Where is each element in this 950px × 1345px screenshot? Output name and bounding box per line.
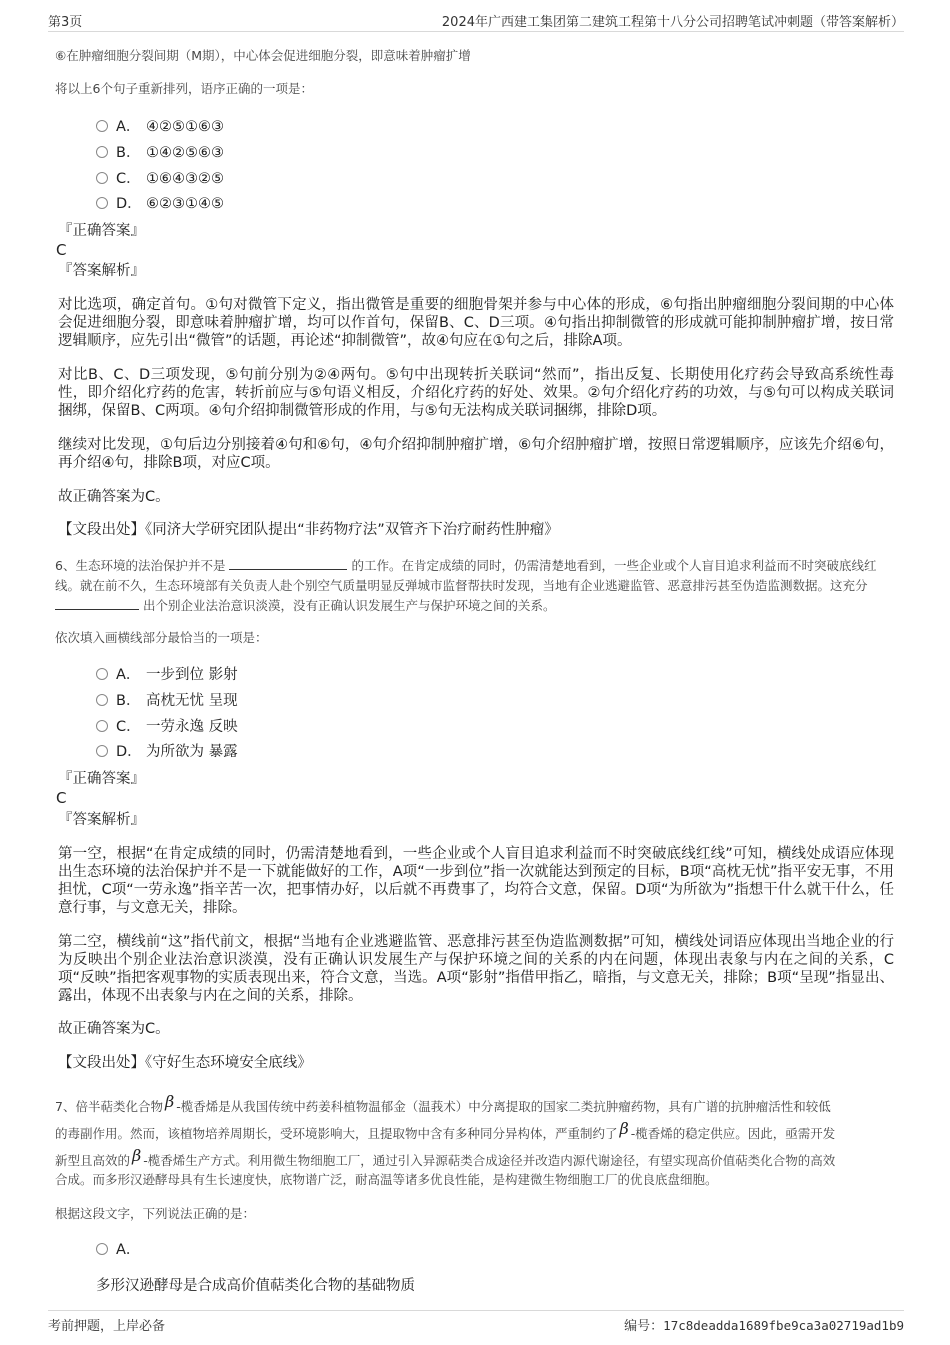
radio-icon[interactable] <box>96 694 108 706</box>
analysis-paragraph: 对比B、C、D三项发现，⑤句前分别为②④两句。⑤句中出现转折关联词“然而”，指出反复、长期使用化疗药会导致高系统性毒性，即介绍化疗药的危害，转折前应与⑤句语义相反，介绍化疗药的好处、效果。②句介绍化疗药的功效，与⑤句可以构成关联词捆绑，保留B、C两项。④句介绍抑制微管形成的作用，与⑤句无法构成关联词捆绑，排除D项。 <box>58 367 894 419</box>
beta-symbol: β <box>164 1092 175 1111</box>
option-a[interactable]: A． ④②⑤①⑥③ <box>96 117 224 137</box>
radio-icon[interactable] <box>96 172 108 184</box>
page-footer <box>48 1310 904 1333</box>
analysis-label: 『答案解析』 <box>58 812 145 828</box>
question-seven-line: 新型且高效的 β -榄香烯生产方式。利用微生物细胞工厂，通过引入异源萜类合成途径并改造内源代谢途径，有望实现高价值萜类化合物的高效 <box>55 1146 836 1168</box>
page-header <box>48 11 904 32</box>
question-prompt: 根据这段文字，下列说法正确的是： <box>55 1206 256 1221</box>
radio-icon[interactable] <box>96 745 108 757</box>
analysis-paragraph: 对比选项，确定首句。①句对微管下定义，指出微管是重要的细胞骨架并参与中心体的形成，⑥句指出肿瘤细胞分裂间期的中心体会促进细胞分裂，即意味着肿瘤扩增，均可以作首句，保留B、C、D三项。④句指出抑制微管的形成就可能抑制肿瘤扩增，按日常逻辑顺序，应先引出“微管”的话题，再论述“抑制微管”，故④句应在①句之后，排除A项。 <box>58 297 894 349</box>
document-code: 编号：17c8deadda1689fbe9ca3a02719ad1b9 <box>624 1318 904 1334</box>
option-a[interactable]: A． 一步到位 影射 <box>96 665 238 685</box>
option-c[interactable]: C． 一劳永逸 反映 <box>96 717 238 737</box>
footer-slogan: 考前押题，上岸必备 <box>48 1319 166 1334</box>
page-number: 第3页 <box>48 15 83 30</box>
source-title: 《同济大学研究团队提出“非药物疗法”双管齐下治疗耐药性肿瘤》 <box>145 522 559 538</box>
radio-icon[interactable] <box>96 146 108 158</box>
option-c[interactable]: C． ①⑥④③②⑤ <box>96 169 224 189</box>
analysis-paragraph: 第一空，根据“在肯定成绩的同时，仍需清楚地看到，一些企业或个人盲目追求利益而不时突破底线红线”可知，横线处成语应体现出生态环境的法治保护并不是一下就能做好的工作，A项“一步到位”指一次就能达到预定的目标，B项“高枕无忧”指平安无事，不用担忧，C项“一劳永逸”指辛苦一次，把事情办好，以后就不再费事了，均符合文意，保留。D项“为所欲为”指想干什么就干什么，任意行事，与文意无关，排除。 <box>58 846 894 916</box>
question-prompt: 将以上6个句子重新排列，语序正确的一项是： <box>55 81 313 96</box>
analysis-conclusion: 故正确答案为C。 <box>58 1021 170 1037</box>
source-label: 【文段出处】 <box>58 522 145 538</box>
beta-symbol: β <box>132 1146 142 1165</box>
question-seven-line: 合成。而多形汉逊酵母具有生长速度快，底物谱广泛，耐高温等诸多优良性能，是构建微生物细胞工厂的优良底盘细胞。 <box>55 1172 718 1187</box>
source-citation <box>58 1054 894 1072</box>
option-d[interactable]: D． ⑥②③①④⑤ <box>96 194 224 214</box>
radio-icon[interactable] <box>96 668 108 680</box>
radio-icon[interactable] <box>96 1243 108 1255</box>
document-title: 2024年广西建工集团第二建筑工程第十八分公司招聘笔试冲刺题（带答案解析） <box>441 15 904 30</box>
correct-answer: C <box>56 241 67 259</box>
analysis-conclusion: 故正确答案为C。 <box>58 489 170 505</box>
source-title: 《守好生态环境安全底线》 <box>145 1055 312 1071</box>
analysis-label: 『答案解析』 <box>58 263 145 279</box>
correct-answer-label: 『正确答案』 <box>58 223 145 239</box>
source-label: 【文段出处】 <box>58 1055 145 1071</box>
source-citation <box>58 521 894 539</box>
option-a-text: 多形汉逊酵母是合成高价值萜类化合物的基础物质 <box>96 1278 415 1294</box>
option-a[interactable]: A． <box>96 1240 146 1260</box>
correct-answer-label: 『正确答案』 <box>58 771 145 787</box>
option-b[interactable]: B． ①④②⑤⑥③ <box>96 143 224 163</box>
question-seven-line: 7、倍半萜类化合物 β -榄香烯是从我国传统中药姜科植物温郁金（温莪术）中分离提取的国家二类抗肿瘤药物，具有广谱的抗肿瘤活性和较低 <box>55 1092 831 1114</box>
question-six-text: 6、生态环境的法治保护并不是 的工作。在肯定成绩的同时，仍需清楚地看到，一些企业或个人盲目追求利益而不时突破底线红线。就在前不久，生态环境部有关负责人赴个别空气质量明显反弹城市监督帮扶时发现，当地有企业逃避监管、恶意排污甚至伪造监测数据。这充分 出个别企业法治意识淡漠，没有正确认识发展生产与保护环境之间的关系。 <box>55 558 877 613</box>
option-b[interactable]: B． 高枕无忧 呈现 <box>96 691 238 711</box>
question-seven-line: 的毒副作用。然而，该植物培养周期长，受环境影响大，且提取物中含有多种同分异构体，严重制约了 β -榄香烯的稳定供应。因此，亟需开发 <box>55 1119 836 1141</box>
radio-icon[interactable] <box>96 197 108 209</box>
answer-blank[interactable] <box>229 557 347 570</box>
radio-icon[interactable] <box>96 720 108 732</box>
radio-icon[interactable] <box>96 120 108 132</box>
analysis-paragraph: 继续对比发现，①句后边分别接着④句和⑥句，④句介绍抑制肿瘤扩增，⑥句介绍肿瘤扩增，按照日常逻辑顺序，应该先介绍⑥句，再介绍④句，排除B项，对应C项。 <box>58 437 894 471</box>
question-prompt: 依次填入画横线部分最恰当的一项是： <box>55 630 268 645</box>
answer-blank[interactable] <box>55 597 139 610</box>
analysis-paragraph: 第二空，横线前“这”指代前文，根据“当地有企业逃避监管、恶意排污甚至伪造监测数据”可知，横线处词语应体现出当地企业的行为反映出个别企业法治意识淡漠，没有正确认识发展生产与保护环境之间的关系的内在问题，体现出表象与内在之间的关系，C项“反映”指把客观事物的实质表现出来，符合文意，当选。A项“影射”指借甲指乙，暗指，与文意无关，排除；B项“呈现”指显出、露出，体现不出表象与内在之间的关系，排除。 <box>58 934 894 1004</box>
option-d[interactable]: D． 为所欲为 暴露 <box>96 742 238 762</box>
sentence-six: ⑥在肿瘤细胞分裂间期（M期），中心体会促进细胞分裂，即意味着肿瘤扩增 <box>55 48 471 63</box>
beta-symbol: β <box>619 1119 629 1138</box>
correct-answer: C <box>56 789 67 807</box>
